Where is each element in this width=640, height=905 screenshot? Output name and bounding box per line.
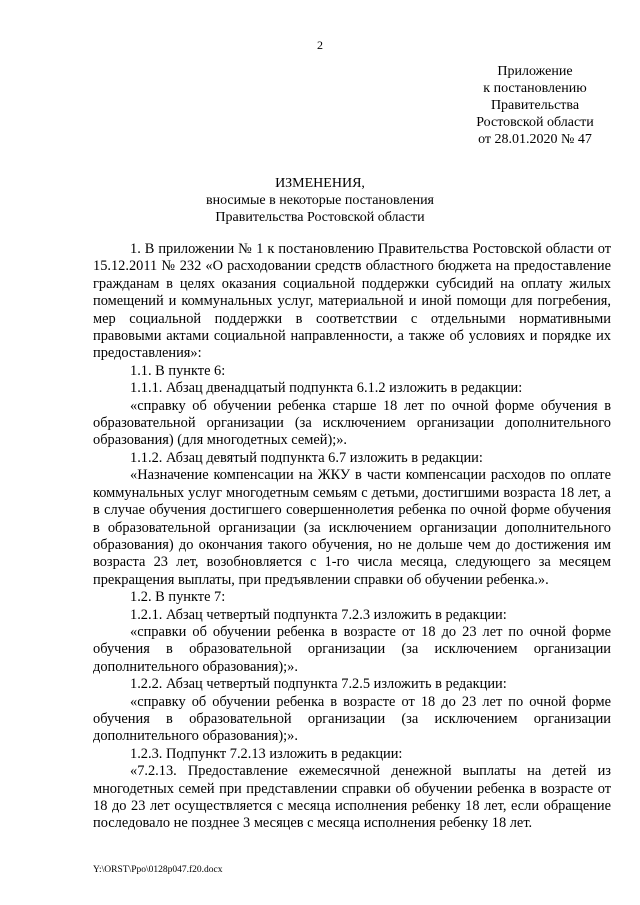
document-body bbox=[93, 241, 611, 833]
paragraph: 1.1.1. Абзац двенадцатый подпункта 6.1.2 изложить в редакции: bbox=[130, 380, 523, 397]
paragraph: 1.1.2. Абзац девятый подпункта 6.7 изложить в редакции: bbox=[130, 449, 483, 466]
paragraph: «справку об обучении ребенка в возрасте от 18 до 23 лет по очной форме обучения в образовательной организации (за исключением организации дополнительного образования);». bbox=[93, 693, 611, 745]
appendix-line: Приложение bbox=[497, 64, 573, 79]
paragraph: 1.2. В пункте 7: bbox=[130, 589, 226, 606]
appendix-line: Правительства bbox=[490, 98, 580, 113]
appendix-line: от 28.01.2020 № 47 bbox=[478, 132, 592, 147]
title-subtitle: вносимые в некоторые постановления bbox=[205, 193, 434, 208]
paragraph: 1. В приложении № 1 к постановлению Правительства Ростовской области от 15.12.2011 № 232 «О расходовании средств областного бюджета на предоставление гражданам в целях оказания социальной поддержки субсидий на оплату жилых помещений и коммунальных услуг, материальной и иной помощи для погребения, мер социальной поддержки в соответствии с отдельными нормативными правовыми актами социальной направленности, а также об условиях и порядке их предоставления»: bbox=[93, 241, 611, 362]
paragraph: «Назначение компенсации на ЖКУ в части компенсации расходов по оплате коммунальных услуг многодетным семьям с детьми, достигшими возраста 18 лет, а в случае обучения достигшего совершеннолетия ребенка по очной форме обучения в образовательной организации (за исключением организации дополнительного образования) до окончания такого обучения, но не дольше чем до достижения им возраста 23 лет, возобновляется с 1-го числа месяца, следующего за месяцем прекращения выплаты, при предъявлении справки об обучении ребенка.». bbox=[93, 467, 611, 588]
document-title bbox=[0, 175, 640, 226]
paragraph: 1.2.2. Абзац четвертый подпункта 7.2.5 изложить в редакции: bbox=[130, 676, 507, 693]
paragraph: 1.2.1. Абзац четвертый подпункта 7.2.3 изложить в редакции: bbox=[130, 606, 507, 623]
title-subtitle: Правительства Ростовской области bbox=[215, 210, 425, 225]
paragraph: «7.2.13. Предоставление ежемесячной денежной выплаты на детей из многодетных семей при представлении справки об обучении ребенка в возрасте от 18 до 23 лет осуществляется с месяца исполнения ребенку 18 лет, если обращение последовало не позднее 3 месяцев с месяца исполнения ребенку 18 лет. bbox=[93, 763, 611, 832]
paragraph: 1.2.3. Подпункт 7.2.13 изложить в редакции: bbox=[130, 745, 403, 762]
appendix-line: к постановлению bbox=[483, 81, 587, 96]
paragraph: «справку об обучении ребенка старше 18 лет по очной форме обучения в образовательной организации (за исключением организации дополнительного образования) (для многодетных семей);». bbox=[93, 397, 611, 449]
appendix-header bbox=[440, 63, 630, 148]
appendix-line: Ростовской области bbox=[476, 115, 594, 130]
paragraph: «справки об обучении ребенка в возрасте от 18 до 23 лет по очной форме обучения в образовательной организации (за исключением организации дополнительного образования);». bbox=[93, 623, 611, 675]
title-heading: ИЗМЕНЕНИЯ, bbox=[275, 176, 365, 191]
footer-file-path: Y:\ORST\Ppo\0128p047.f20.docx bbox=[93, 865, 223, 875]
page-number: 2 bbox=[317, 38, 323, 52]
paragraph: 1.1. В пункте 6: bbox=[130, 362, 226, 379]
